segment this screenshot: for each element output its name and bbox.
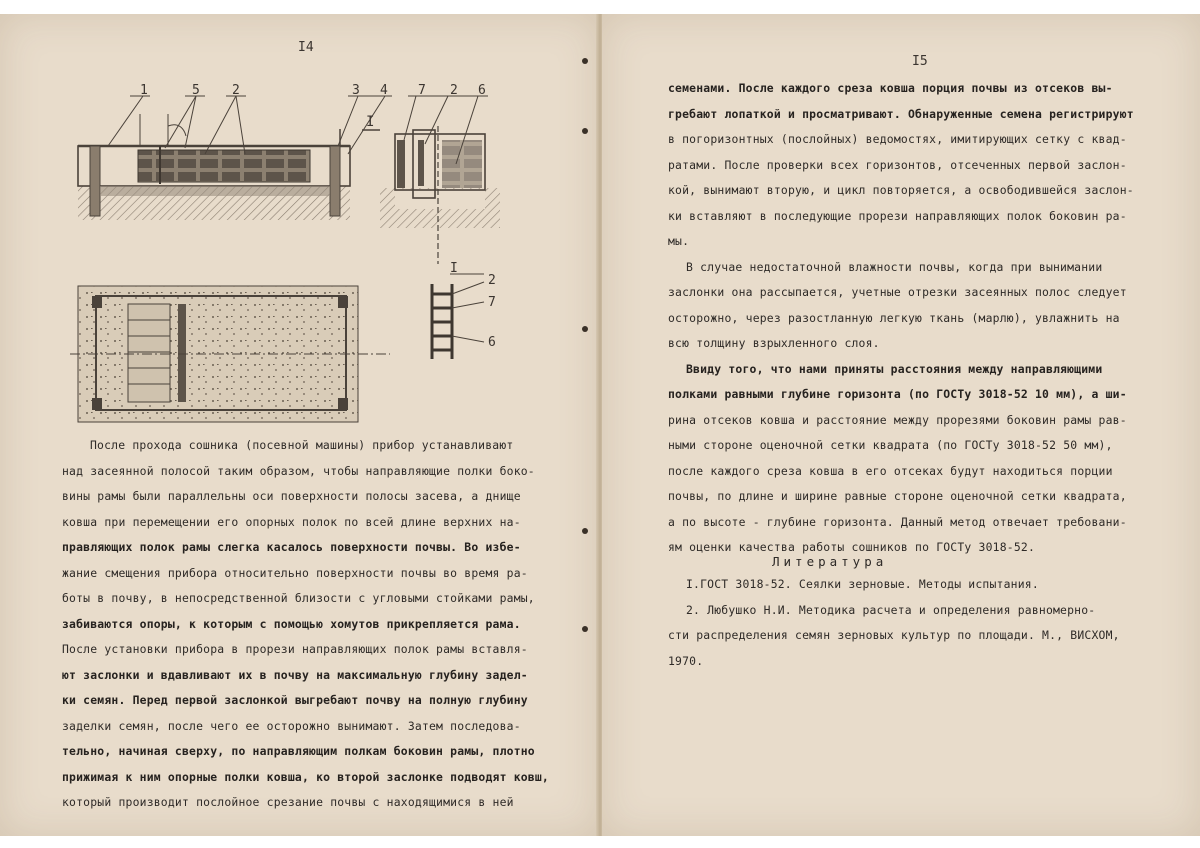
left-body-text — [62, 433, 582, 816]
text-line: боты в почву, в непосредственной близости с угловыми стойками рамы, — [62, 591, 535, 605]
right-body-text — [668, 76, 1188, 561]
text-line: После прохода сошника (посевной машины) прибор устанавливают — [90, 438, 514, 452]
text-line: тельно, начиная сверху, по направляющим полкам боковин рамы, плотно — [62, 744, 535, 758]
callout-2b: 2 — [450, 83, 458, 98]
text-line: гребают лопаткой и просматривают. Обнаруженные семена регистрируют — [668, 106, 1134, 121]
reference-item: 2. Любушко Н.И. Методика расчета и определения равномерно- — [686, 602, 1096, 617]
device-drawing — [0, 14, 598, 434]
side-view — [78, 83, 392, 220]
section-mark: I — [366, 114, 375, 130]
text-line: прижимая к ним опорные полки ковша, ко второй заслонке подводят ковш, — [62, 769, 549, 784]
text-line: Ввиду того, что нами приняты расстояния между направляющими — [686, 361, 1103, 376]
text-line: кой, вынимают вторую, и цикл повторяется, а освободившейся заслон- — [668, 183, 1134, 197]
callout-side-7: 7 — [488, 295, 496, 310]
reference-list — [668, 572, 1186, 674]
callout-side-6: 6 — [488, 335, 496, 350]
text-line: а по высоте - глубине горизонта. Данный метод отвечает требовани- — [668, 514, 1127, 529]
binding-stitch — [582, 128, 588, 134]
text-line: ют заслонки и вдавливают их в почву на максимальную глубину задел- — [62, 667, 528, 682]
section-detail — [432, 261, 496, 359]
text-line: ратами. После проверки всех горизонтов, отсеченных первой заслон- — [668, 157, 1127, 172]
text-line: мы. — [668, 234, 690, 248]
callout-3: 3 — [352, 83, 360, 98]
callout-4: 4 — [380, 83, 388, 98]
text-line: всю толщину взрыхленного слоя. — [668, 336, 880, 350]
page-number-right: I5 — [912, 54, 928, 69]
left-page — [0, 14, 598, 836]
binding-stitch — [582, 626, 588, 632]
text-line: над засеянной полосой таким образом, чтобы направляющие полки боко- — [62, 463, 535, 478]
callout-side-I: I — [450, 261, 458, 276]
text-line: вины рамы были параллельны оси поверхности полосы засева, а днище — [62, 489, 521, 503]
end-view — [380, 83, 500, 264]
text-line: жание смещения прибора относительно поверхности почвы во время ра- — [62, 565, 528, 580]
text-line: почвы, по длине и ширине равные стороне оценочной сетки квадрата, — [668, 489, 1127, 503]
callout-2: 2 — [232, 83, 240, 98]
text-line: после каждого среза ковша в его отсеках будут находиться порции — [668, 463, 1113, 478]
literature-heading: Литература — [772, 554, 888, 569]
callout-7: 7 — [418, 83, 426, 98]
callout-6: 6 — [478, 83, 486, 98]
callout-5: 5 — [192, 83, 200, 98]
text-line: семенами. После каждого среза ковша порция почвы из отсеков вы- — [668, 81, 1113, 95]
text-line: полками равными глубине горизонта (по ГОСТу 3018-52 10 мм), а ши- — [668, 387, 1127, 401]
reference-item: 1970. — [668, 653, 704, 668]
binding-stitch — [582, 528, 588, 534]
text-line: ными стороне оценочной сетки квадрата (по ГОСТу 3018-52 50 мм), — [668, 438, 1113, 452]
text-line: ки вставляют в последующие прорези направляющих полок боковин ра- — [668, 208, 1127, 223]
text-line: осторожно, через разостланную легкую ткань (марлю), увлажнить на — [668, 310, 1120, 325]
text-line: правляющих полок рамы слегка касалось поверхности почвы. Во избе- — [62, 540, 521, 554]
reference-item: сти распределения семян зерновых культур по площади. М., ВИСХОМ, — [668, 628, 1120, 642]
text-line: После установки прибора в прорези направляющих полок рамы вставля- — [62, 642, 528, 656]
document-spread — [0, 14, 1200, 836]
text-line: ковша при перемещении его опорных полок по всей длине верхних на- — [62, 514, 521, 529]
text-line: ям оценки качества работы сошников по ГОСТу 3018-52. — [668, 540, 1036, 554]
text-line: ки семян. Перед первой заслонкой выгребают почву на полную глубину — [62, 693, 528, 707]
text-line: заделки семян, после чего ее осторожно вынимают. Затем последова- — [62, 718, 521, 733]
text-line: забиваются опоры, к которым с помощью хомутов прикрепляется рама. — [62, 616, 521, 631]
binding-stitch — [582, 326, 588, 332]
callout-1: 1 — [140, 83, 148, 98]
text-line: который производит послойное срезание почвы с находящимися в ней — [62, 795, 514, 809]
plan-view — [70, 286, 390, 422]
reference-item: I.ГОСТ 3018-52. Сеялки зерновые. Методы испытания. — [686, 577, 1039, 591]
text-line: В случае недостаточной влажности почвы, когда при вынимании — [686, 259, 1103, 274]
right-page — [602, 14, 1200, 836]
callout-side-2: 2 — [488, 273, 496, 288]
page-number-left: I4 — [298, 40, 314, 55]
text-line: заслонки она рассыпается, учетные отрезки засеянных полос следует — [668, 285, 1127, 299]
binding-stitch — [582, 58, 588, 64]
text-line: рина отсеков ковша и расстояние между прорезями боковин рамы рав- — [668, 412, 1127, 427]
text-line: в погоризонтных (послойных) ведомостях, имитирующих сетку с квад- — [668, 132, 1127, 146]
